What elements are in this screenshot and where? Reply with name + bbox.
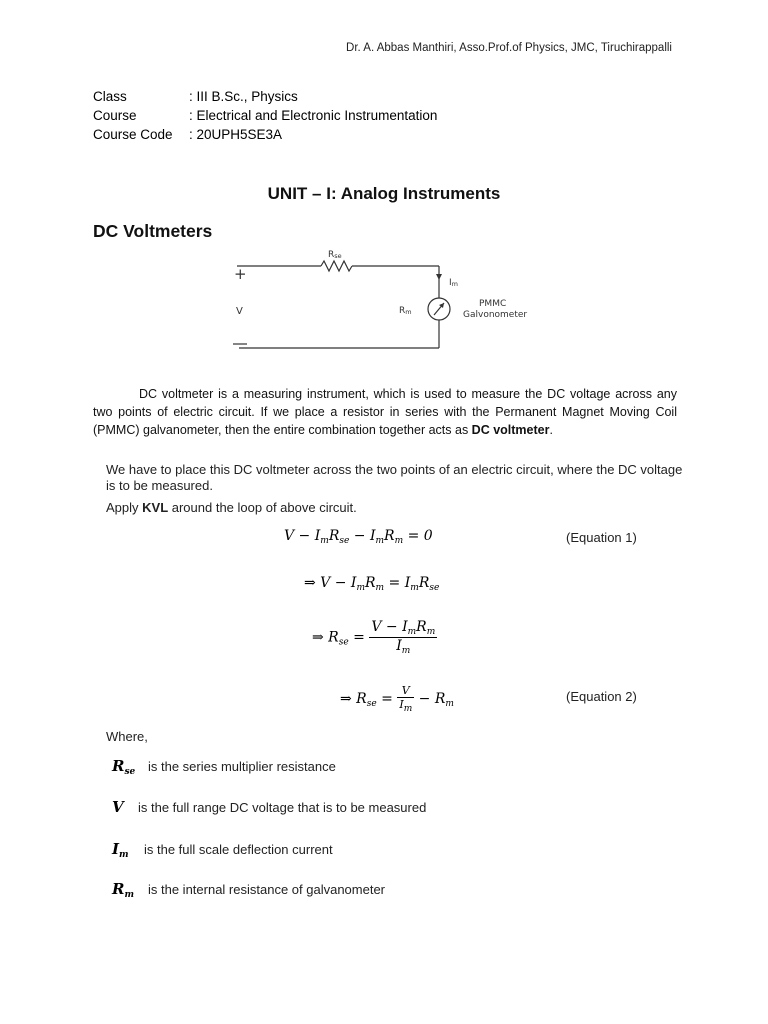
rse-label: Rse	[328, 250, 342, 260]
fraction-v-im: $\frac{V}{I_m}$	[399, 684, 413, 714]
kvl-bold: KVL	[142, 500, 169, 515]
symbol-im: $I_m$	[112, 840, 129, 860]
dc-voltmeter-circuit	[225, 244, 555, 356]
equation-step-3: ⇒ $R_{se}$ = $\frac{V - I_mR_m}{I_m}$	[312, 619, 436, 656]
v-label: V	[236, 306, 243, 317]
course-row	[93, 108, 437, 123]
intro-paragraph	[93, 385, 677, 439]
symbol-v: V	[112, 798, 124, 816]
definition-rse	[112, 757, 336, 777]
symbol-rse: $R_{se}$	[112, 757, 136, 777]
equation-2: ⇒ $R_{se}$ = $\frac{V}{I_m}$ − $R_m$	[340, 684, 454, 714]
class-value: : III B.Sc., Physics	[189, 89, 298, 104]
series-resistor	[321, 261, 352, 271]
class-row	[93, 89, 298, 104]
placement-text: We have to place this DC voltmeter across the two points of an electric circuit, where the DC voltage is to be measured.	[106, 462, 683, 493]
equation-2-label: (Equation 2)	[566, 689, 637, 704]
kvl-text-after: around the loop of above circuit.	[168, 500, 357, 515]
intro-text: DC voltmeter is a measuring instrument, which is used to measure the DC voltage across any two points of electric circuit. If we place a resistor in series with the Permanent Magnet Moving Coil (PMMC) galvanometer, then the entire combination together acts as	[93, 387, 677, 437]
definition-rm-text: is the internal resistance of galvanometer	[148, 882, 386, 897]
galvo-label-line2: Galvonometer	[463, 310, 528, 320]
kvl-text	[106, 500, 686, 516]
equation-1: $V - I_mR_{se} - I_mR_m = 0$	[284, 528, 433, 546]
im-label: Im	[449, 278, 458, 288]
fraction-rse: $\frac{V - I_mR_m}{I_m}$	[371, 619, 436, 656]
definition-v-text: is the full range DC voltage that is to be measured	[138, 800, 427, 815]
equation-step-2: ⇒ $V - I_mR_m = I_mR_{se}$	[304, 575, 440, 593]
class-key: Class	[93, 89, 127, 104]
course-key: Course	[93, 108, 137, 123]
course-value: : Electrical and Electronic Instrumentation	[189, 108, 438, 123]
where-label: Where,	[106, 729, 148, 744]
galvo-label-line1: PMMC	[479, 299, 507, 309]
equation-1-label: (Equation 1)	[566, 530, 637, 545]
unit-title: UNIT – I: Analog Instruments	[267, 184, 501, 203]
author-header: Dr. A. Abbas Manthiri, Asso.Prof.of Physics, JMC, Tiruchirappalli	[346, 42, 672, 54]
symbol-rm: $R_m$	[112, 880, 134, 900]
definition-rse-text: is the series multiplier resistance	[148, 759, 336, 774]
definition-rm	[112, 880, 385, 900]
intro-bold-term: DC voltmeter	[471, 423, 550, 437]
course-code-row	[93, 127, 282, 142]
definition-im-text: is the full scale deflection current	[144, 842, 333, 857]
course-code-key: Course Code	[93, 127, 173, 142]
rm-label: Rm	[399, 306, 412, 316]
kvl-text-before: Apply	[106, 500, 143, 515]
intro-text-end: .	[549, 423, 553, 437]
course-code-value: : 20UPH5SE3A	[189, 127, 283, 142]
definition-v	[112, 798, 426, 816]
section-title: DC Voltmeters	[93, 221, 213, 241]
plus-terminal: +	[234, 265, 247, 283]
current-arrow-icon	[436, 274, 442, 280]
definition-im	[112, 840, 333, 860]
